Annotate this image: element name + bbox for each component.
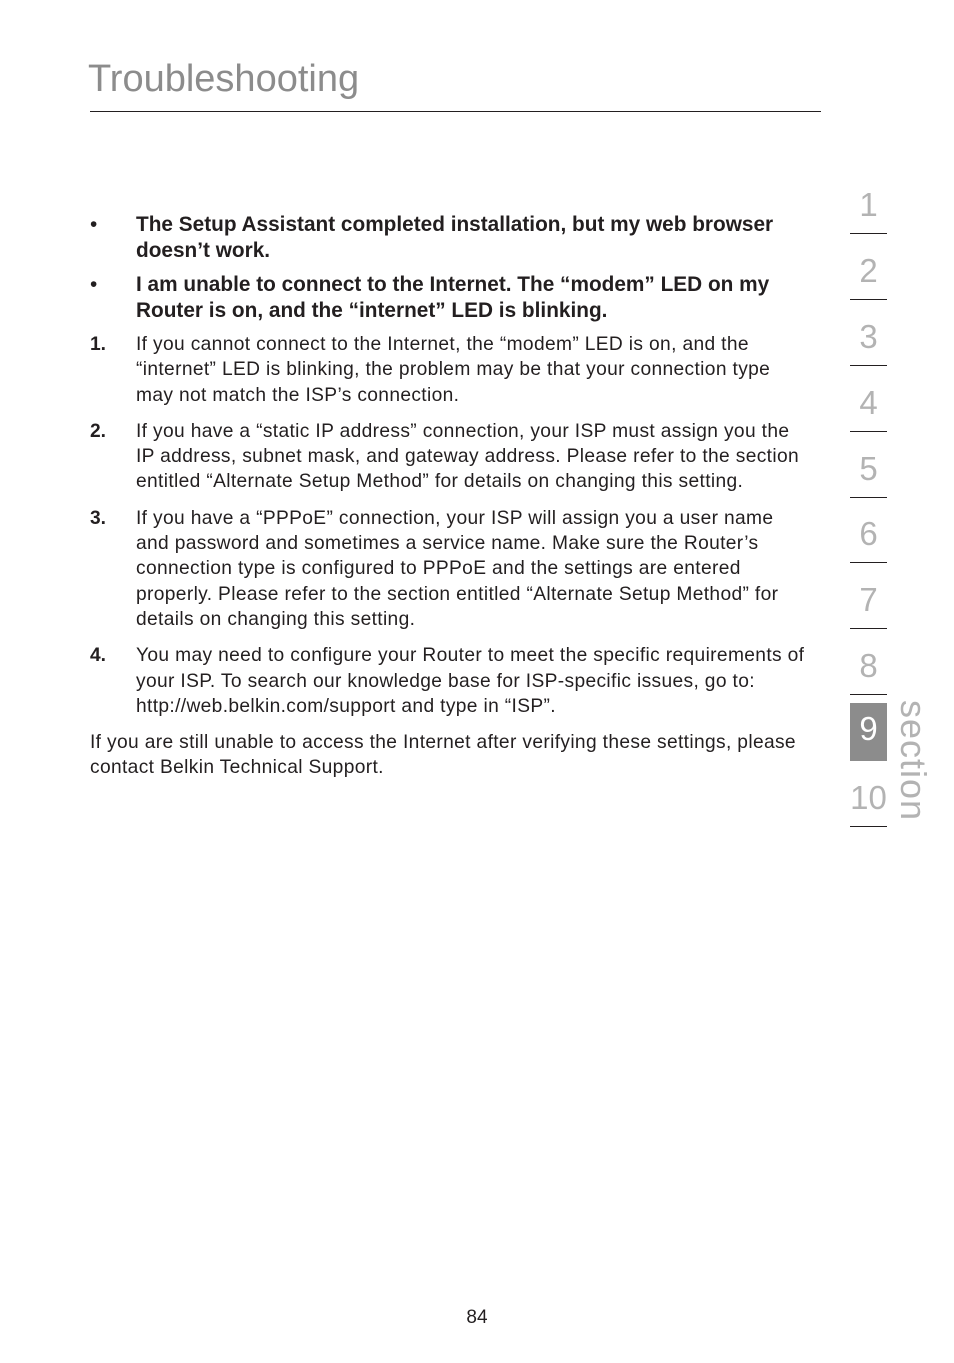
step-text: If you cannot connect to the Internet, the “modem” LED is on, and the “internet” LED is blinking, the problem may be that your connection type may not match the ISP’s connection. — [136, 334, 771, 406]
section-tab-label: 1 — [859, 186, 878, 223]
bullet-marker: • — [90, 273, 98, 296]
section-tab-1[interactable] — [850, 182, 887, 234]
step-text: If you have a “PPPoE” connection, your ISP will assign you a user name and password and sometimes a service name. Make sure the Router’s connection type is configured to PPPoE and the settings are entered properly. Please refer to the section entitled “Alternate Setup Method” for details on changing this setting. — [136, 507, 779, 630]
step-number: 3. — [90, 507, 107, 529]
section-tab-label: 9 — [859, 710, 878, 747]
section-tab-2[interactable] — [850, 248, 887, 300]
page-number: 84 — [466, 1307, 488, 1328]
section-tab-10[interactable] — [850, 775, 887, 827]
problem-bullet — [90, 272, 810, 324]
section-tab-3[interactable] — [850, 314, 887, 366]
section-tab-7[interactable] — [850, 577, 887, 629]
problem-bullet — [90, 212, 810, 264]
step-text: If you have a “static IP address” connection, your ISP must assign you the IP address, subnet mask, and gateway address. Please refer to the section entitled “Alternate Setup Method” for details on changing this setting. — [136, 420, 800, 493]
step-text: You may need to configure your Router to meet the specific requirements of your ISP. To search our knowledge base for ISP-specific issues, go to: http://web.belkin.com/support and type in “ISP”. — [136, 645, 805, 717]
closing-paragraph: If you are still unable to access the Internet after verifying these settings, please contact Belkin Technical Support. — [90, 732, 796, 779]
section-label: section — [893, 700, 934, 822]
step-number: 1. — [90, 334, 107, 355]
section-tab-8[interactable] — [850, 643, 887, 695]
solution-step — [90, 332, 810, 408]
section-tab-label: 2 — [859, 252, 878, 289]
section-tab-label: 5 — [859, 450, 878, 487]
step-number: 2. — [90, 420, 107, 442]
section-tab-label: 10 — [850, 779, 887, 816]
section-tab-6[interactable] — [850, 511, 887, 563]
section-tab-5[interactable] — [850, 446, 887, 498]
section-tab-4[interactable] — [850, 380, 887, 432]
section-tab-label: 3 — [859, 318, 878, 355]
section-tab-label: 6 — [859, 515, 878, 552]
solution-step — [90, 506, 810, 632]
section-tab-label: 4 — [859, 384, 878, 421]
solution-step — [90, 643, 810, 719]
step-number: 4. — [90, 645, 107, 667]
bullet-text: The Setup Assistant completed installation, but my web browser doesn’t work. — [136, 213, 774, 262]
main-content — [90, 212, 810, 800]
section-tab-9-active[interactable] — [850, 703, 887, 761]
section-tab-label: 7 — [859, 581, 878, 618]
section-tab-label: 8 — [859, 647, 878, 684]
bullet-marker: • — [90, 213, 98, 236]
solution-step — [90, 419, 810, 495]
bullet-text: I am unable to connect to the Internet. The “modem” LED on my Router is on, and the “internet” LED is blinking. — [136, 273, 770, 322]
title-divider — [90, 111, 821, 112]
page-title: Troubleshooting — [88, 58, 360, 100]
